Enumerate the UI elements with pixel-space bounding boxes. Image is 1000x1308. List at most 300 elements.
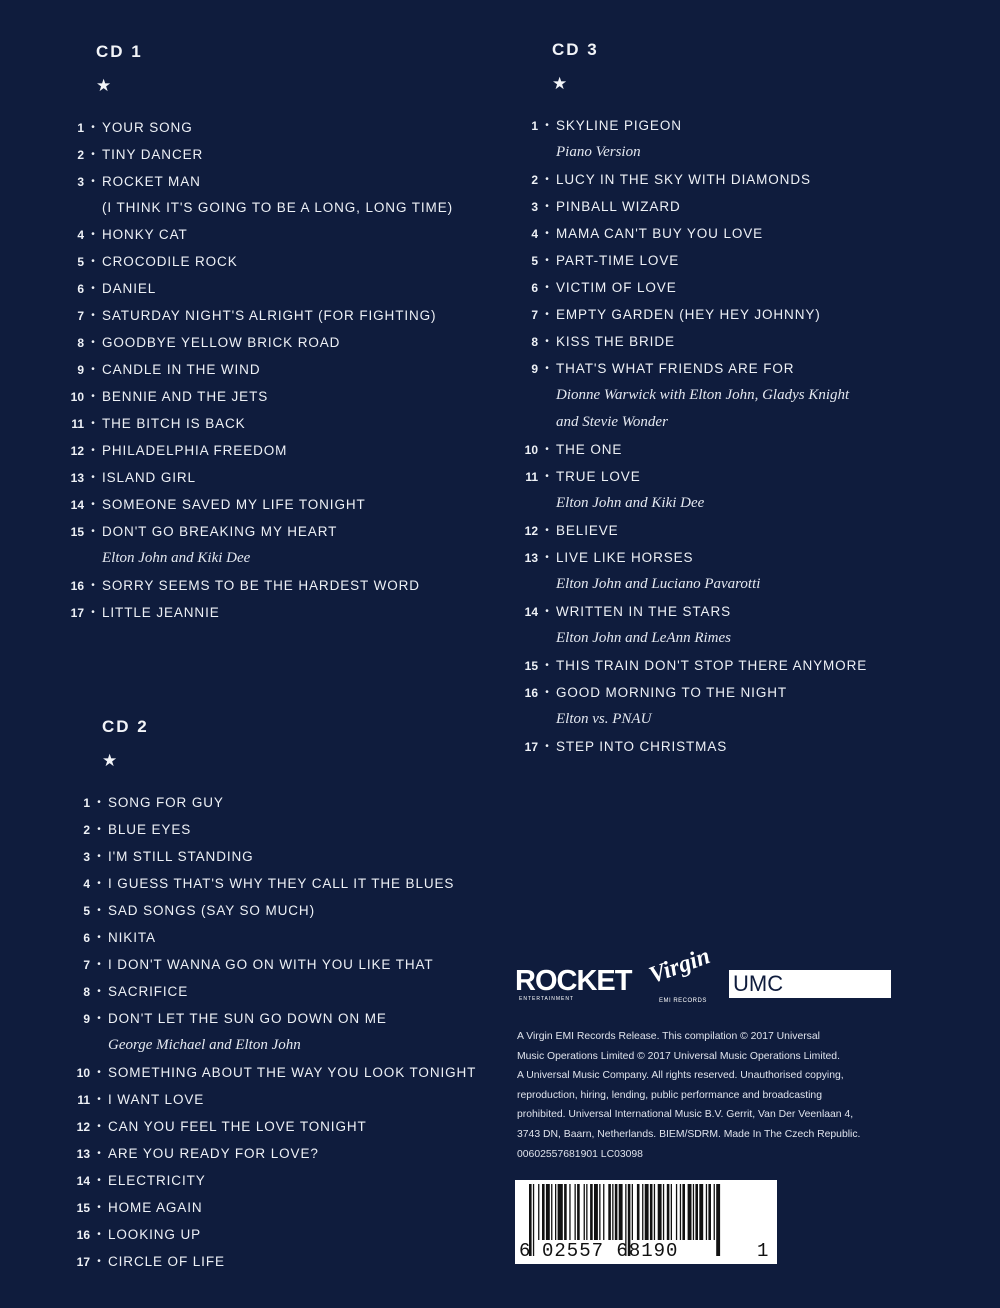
track-row [66, 870, 476, 897]
barcode-bar [682, 1184, 685, 1240]
track-number: 17 [76, 1254, 90, 1269]
bullet-icon: • [545, 174, 549, 185]
track-number: 14 [70, 497, 84, 512]
barcode-bar [584, 1184, 585, 1240]
track-number: 14 [76, 1173, 90, 1188]
bullet-icon: • [91, 229, 95, 240]
track-row [60, 302, 453, 329]
track-credit [556, 139, 867, 166]
track-title: LOOKING UP [108, 1227, 202, 1242]
cd2-tracklist [66, 789, 476, 1275]
track-item [66, 1086, 476, 1113]
track-row [66, 816, 476, 843]
track-number: 8 [77, 335, 84, 350]
barcode-bar [558, 1184, 563, 1240]
track-item [66, 870, 476, 897]
barcode-bar [693, 1184, 694, 1240]
barcode-bar [615, 1184, 618, 1240]
track-title: HOME AGAIN [108, 1200, 203, 1215]
legal-line: A Virgin EMI Records Release. This compilation © 2017 Universal [517, 1031, 820, 1042]
track-row [60, 437, 453, 464]
bullet-icon: • [91, 418, 95, 429]
track-item [60, 141, 453, 168]
barcode-bar [637, 1184, 640, 1240]
track-credit-line: Elton John and LeAnn Rimes [556, 630, 731, 646]
track-number: 5 [77, 254, 84, 269]
barcode-bar [695, 1184, 698, 1240]
track-item [60, 275, 453, 302]
track-credit [556, 382, 867, 436]
track-credit [108, 1032, 476, 1059]
track-row [60, 329, 453, 356]
track-item [514, 679, 867, 733]
track-row [514, 193, 867, 220]
legal-line: 3743 DN, Baarn, Netherlands. BIEM/SDRM. Made In The Czech Republic. [517, 1128, 861, 1140]
cd3-title: CD 3 [552, 40, 599, 59]
barcode-bar [706, 1184, 707, 1240]
track-number: 1 [83, 795, 90, 810]
rocket-logo-text: ROCKET [515, 965, 632, 997]
bullet-icon: • [97, 986, 101, 997]
bullet-icon: • [97, 1256, 101, 1267]
track-number: 11 [525, 469, 538, 484]
track-row [66, 1221, 476, 1248]
track-row [66, 1167, 476, 1194]
track-title: PHILADELPHIA FREEDOM [102, 443, 288, 458]
track-row [66, 1248, 476, 1275]
virgin-logo-subtext: EMI RECORDS [659, 998, 707, 1004]
bullet-icon: • [97, 905, 101, 916]
barcode-bar [642, 1184, 643, 1240]
bullet-icon: • [545, 660, 549, 671]
track-item [60, 599, 453, 626]
track-item [60, 518, 453, 572]
track-title: GOOD MORNING TO THE NIGHT [556, 685, 788, 700]
track-number: 13 [524, 550, 538, 565]
track-item [60, 114, 453, 141]
legal-line: reproduction, hiring, lending, public performance and broadcasting [517, 1089, 822, 1101]
track-title: SONG FOR GUY [108, 795, 224, 810]
track-number: 2 [531, 172, 538, 187]
bullet-icon: • [91, 607, 95, 618]
track-item [514, 733, 867, 760]
track-row [60, 114, 453, 141]
barcode-first-digit: 6 [519, 1240, 531, 1262]
track-number: 16 [70, 578, 84, 593]
track-number: 17 [524, 739, 538, 754]
track-number: 1 [77, 120, 84, 135]
bullet-icon: • [91, 122, 95, 133]
track-item [66, 843, 476, 870]
bullet-icon: • [545, 282, 549, 293]
track-row [514, 733, 867, 760]
barcode [515, 1180, 777, 1264]
track-title: PART-TIME LOVE [556, 253, 680, 268]
track-title: SATURDAY NIGHT'S ALRIGHT (FOR FIGHTING) [102, 308, 437, 323]
track-row [514, 544, 867, 571]
track-item [66, 1140, 476, 1167]
track-title: THE ONE [556, 442, 623, 457]
track-number: 4 [77, 227, 84, 242]
track-row [514, 436, 867, 463]
bullet-icon: • [545, 336, 549, 347]
track-row [60, 141, 453, 168]
bullet-icon: • [91, 445, 95, 456]
track-credit [556, 571, 867, 598]
bullet-icon: • [97, 1148, 101, 1159]
track-title: SACRIFICE [108, 984, 189, 999]
track-number: 6 [83, 930, 90, 945]
track-number: 3 [83, 849, 90, 864]
track-item [514, 220, 867, 247]
track-number: 7 [83, 957, 90, 972]
track-title: I GUESS THAT'S WHY THEY CALL IT THE BLUES [108, 876, 455, 891]
track-title: ROCKET MAN [102, 174, 201, 189]
barcode-bar [551, 1184, 552, 1240]
track-title: YOUR SONG [102, 120, 193, 135]
track-number: 10 [70, 389, 84, 404]
track-number: 3 [77, 174, 84, 189]
bullet-icon: • [545, 687, 549, 698]
track-item [60, 329, 453, 356]
bullet-icon: • [545, 525, 549, 536]
track-title: CANDLE IN THE WIND [102, 362, 261, 377]
track-title: VICTIM OF LOVE [556, 280, 677, 295]
track-row [514, 301, 867, 328]
track-row [66, 951, 476, 978]
track-number: 5 [531, 253, 538, 268]
track-title: BENNIE AND THE JETS [102, 389, 269, 404]
track-number: 7 [531, 307, 538, 322]
track-item [514, 166, 867, 193]
barcode-bar [680, 1184, 681, 1240]
track-title: DON'T GO BREAKING MY HEART [102, 524, 338, 539]
bullet-icon: • [91, 472, 95, 483]
barcode-bar [546, 1184, 550, 1240]
barcode-bar [612, 1184, 613, 1240]
track-row [514, 328, 867, 355]
track-row [66, 789, 476, 816]
barcode-digits [515, 1240, 777, 1262]
track-title: PINBALL WIZARD [556, 199, 681, 214]
track-number: 4 [83, 876, 90, 891]
track-number: 1 [531, 118, 538, 133]
bullet-icon: • [91, 256, 95, 267]
track-item [66, 1059, 476, 1086]
cd3-section [514, 40, 867, 760]
barcode-bar [575, 1184, 576, 1240]
track-item [66, 816, 476, 843]
track-row [514, 679, 867, 706]
track-item [60, 464, 453, 491]
track-row [66, 843, 476, 870]
track-row [60, 168, 453, 195]
bullet-icon: • [97, 1229, 101, 1240]
barcode-bar [632, 1184, 633, 1240]
track-number: 9 [77, 362, 84, 377]
track-row [60, 275, 453, 302]
bullet-icon: • [545, 363, 549, 374]
track-title: GOODBYE YELLOW BRICK ROAD [102, 335, 341, 350]
label-logos [515, 943, 915, 1012]
track-item [66, 1113, 476, 1140]
track-row [60, 383, 453, 410]
track-item [66, 1248, 476, 1275]
legal-line: prohibited. Universal International Music B.V. Gerrit, Van Der Veenlaan 4, [517, 1109, 854, 1121]
barcode-bar [667, 1184, 670, 1240]
track-row [66, 1140, 476, 1167]
track-title: SAD SONGS (SAY SO MUCH) [108, 903, 315, 918]
track-number: 7 [77, 308, 84, 323]
bullet-icon: • [545, 120, 549, 131]
track-title: THE BITCH IS BACK [102, 416, 246, 431]
track-title: BLUE EYES [108, 822, 192, 837]
track-row [66, 1005, 476, 1032]
virgin-logo [645, 943, 718, 1004]
track-number: 11 [71, 416, 84, 431]
track-credit-line: Elton John and Luciano Pavarotti [556, 576, 761, 592]
barcode-bar [569, 1184, 570, 1240]
track-number: 13 [70, 470, 84, 485]
track-credit [556, 706, 867, 733]
bullet-icon: • [91, 364, 95, 375]
track-title: LUCY IN THE SKY WITH DIAMONDS [556, 172, 811, 187]
barcode-bar [594, 1184, 598, 1240]
bullet-icon: • [97, 878, 101, 889]
track-credit-line: Dionne Warwick with Elton John, Gladys Knight [556, 387, 850, 403]
track-item [66, 789, 476, 816]
barcode-bar [671, 1184, 672, 1240]
rocket-logo [515, 966, 631, 1002]
bullet-icon: • [97, 932, 101, 943]
track-row [514, 166, 867, 193]
track-item [66, 978, 476, 1005]
track-title: STEP INTO CHRISTMAS [556, 739, 728, 754]
bullet-icon: • [545, 741, 549, 752]
track-item [60, 437, 453, 464]
barcode-bar [676, 1184, 677, 1240]
track-title: CIRCLE OF LIFE [108, 1254, 225, 1269]
track-number: 10 [524, 442, 538, 457]
track-item [60, 356, 453, 383]
track-item [514, 598, 867, 652]
bullet-icon: • [97, 824, 101, 835]
track-item [60, 248, 453, 275]
track-credit-line: and Stevie Wonder [556, 414, 668, 430]
track-item [66, 897, 476, 924]
track-title: THAT'S WHAT FRIENDS ARE FOR [556, 361, 795, 376]
track-title: LIVE LIKE HORSES [556, 550, 694, 565]
track-number: 10 [76, 1065, 90, 1080]
barcode-bar [688, 1184, 692, 1240]
track-title: HONKY CAT [102, 227, 188, 242]
track-number: 9 [531, 361, 538, 376]
track-title: ELECTRICITY [108, 1173, 206, 1188]
track-item [514, 301, 867, 328]
bullet-icon: • [91, 176, 95, 187]
track-row [60, 356, 453, 383]
track-credit [556, 490, 867, 517]
track-title: CROCODILE ROCK [102, 254, 238, 269]
track-number: 11 [77, 1092, 90, 1107]
track-item [514, 652, 867, 679]
barcode-bar [577, 1184, 580, 1240]
bullet-icon: • [545, 309, 549, 320]
track-title: KISS THE BRIDE [556, 334, 675, 349]
track-item [60, 491, 453, 518]
track-number: 12 [524, 523, 538, 538]
track-number: 15 [76, 1200, 90, 1215]
track-row [514, 355, 867, 382]
track-credit-line: Elton John and Kiki Dee [102, 550, 251, 566]
bullet-icon: • [545, 444, 549, 455]
legal-text [517, 1027, 947, 1164]
track-row [66, 978, 476, 1005]
track-number: 9 [83, 1011, 90, 1026]
track-title: THIS TRAIN DON'T STOP THERE ANYMORE [556, 658, 868, 673]
track-row [66, 1059, 476, 1086]
track-row [514, 247, 867, 274]
bullet-icon: • [97, 797, 101, 808]
track-number: 4 [531, 226, 538, 241]
track-row [66, 1113, 476, 1140]
track-title: MAMA CAN'T BUY YOU LOVE [556, 226, 764, 241]
track-title: TINY DANCER [102, 147, 204, 162]
rocket-logo-subtext: ENTERTAINMENT [519, 996, 575, 1002]
barcode-bar [538, 1184, 539, 1240]
track-item [60, 383, 453, 410]
track-number: 8 [531, 334, 538, 349]
barcode-middle-digits: 02557 68190 [542, 1240, 679, 1262]
barcode-bar [663, 1184, 664, 1240]
track-number: 3 [531, 199, 538, 214]
track-title: ARE YOU READY FOR LOVE? [108, 1146, 319, 1161]
track-item [514, 274, 867, 301]
barcode-bar [586, 1184, 587, 1240]
track-row [514, 112, 867, 139]
track-item [60, 572, 453, 599]
track-title: SOMEONE SAVED MY LIFE TONIGHT [102, 497, 366, 512]
barcode-bar [603, 1184, 604, 1240]
track-subtitle: (I THINK IT'S GOING TO BE A LONG, LONG TIME) [102, 200, 453, 215]
track-item [514, 193, 867, 220]
bullet-icon: • [97, 1094, 101, 1105]
track-row [66, 897, 476, 924]
track-title: WRITTEN IN THE STARS [556, 604, 732, 619]
track-credit-line: Elton vs. PNAU [556, 711, 652, 727]
cd2-star-icon: ★ [102, 751, 118, 770]
track-credit-line: George Michael and Elton John [108, 1037, 301, 1053]
track-number: 2 [77, 147, 84, 162]
track-number: 16 [76, 1227, 90, 1242]
cd2-section [66, 717, 476, 1275]
bullet-icon: • [91, 391, 95, 402]
barcode-bar [645, 1184, 649, 1240]
track-item [66, 1005, 476, 1059]
bullet-icon: • [91, 580, 95, 591]
barcode-bar [654, 1184, 655, 1240]
track-number: 14 [524, 604, 538, 619]
track-item [66, 1167, 476, 1194]
bullet-icon: • [545, 201, 549, 212]
track-credit [556, 625, 867, 652]
bullet-icon: • [97, 1121, 101, 1132]
track-item [60, 168, 453, 221]
track-number: 12 [76, 1119, 90, 1134]
track-title: DON'T LET THE SUN GO DOWN ON ME [108, 1011, 387, 1026]
track-credit-line: Piano Version [556, 144, 641, 160]
track-row [514, 274, 867, 301]
track-item [514, 544, 867, 598]
barcode-bar [542, 1184, 545, 1240]
track-number: 15 [70, 524, 84, 539]
track-item [66, 924, 476, 951]
bullet-icon: • [545, 606, 549, 617]
track-item [514, 436, 867, 463]
track-item [514, 463, 867, 517]
bullet-icon: • [91, 310, 95, 321]
track-item [60, 410, 453, 437]
cd1-star-icon: ★ [96, 76, 112, 95]
barcode-bar [619, 1184, 623, 1240]
bullet-icon: • [91, 283, 95, 294]
track-title: I'M STILL STANDING [108, 849, 254, 864]
bullet-icon: • [545, 255, 549, 266]
cd2-title: CD 2 [102, 717, 149, 736]
track-row [66, 1194, 476, 1221]
track-item [60, 221, 453, 248]
track-row [60, 572, 453, 599]
cd3-tracklist [514, 112, 867, 760]
track-item [514, 355, 867, 436]
track-number: 5 [83, 903, 90, 918]
track-title: EMPTY GARDEN (HEY HEY JOHNNY) [556, 307, 821, 322]
track-row [514, 463, 867, 490]
track-number: 13 [76, 1146, 90, 1161]
bullet-icon: • [545, 228, 549, 239]
track-item [514, 517, 867, 544]
cd3-star-icon: ★ [552, 74, 568, 93]
catalogue-number: 00602557681901 LC03098 [517, 1148, 643, 1160]
bullet-icon: • [545, 471, 549, 482]
virgin-logo-text: Virgin [645, 943, 714, 990]
bullet-icon: • [545, 552, 549, 563]
cd1-title: CD 1 [96, 42, 143, 61]
track-title: DANIEL [102, 281, 157, 296]
track-title: BELIEVE [556, 523, 619, 538]
bullet-icon: • [97, 1013, 101, 1024]
barcode-bar [590, 1184, 593, 1240]
cd1-tracklist [60, 114, 453, 626]
bullet-icon: • [97, 1202, 101, 1213]
track-item [66, 951, 476, 978]
track-row [60, 464, 453, 491]
track-item [514, 328, 867, 355]
track-title: CAN YOU FEEL THE LOVE TONIGHT [108, 1119, 367, 1134]
track-credit [102, 545, 453, 572]
track-row [514, 652, 867, 679]
track-number: 12 [70, 443, 84, 458]
track-number: 8 [83, 984, 90, 999]
track-item [60, 302, 453, 329]
cd1-section [60, 42, 453, 626]
track-row [60, 491, 453, 518]
bullet-icon: • [91, 337, 95, 348]
barcode-bar [699, 1184, 703, 1240]
barcode-bar [599, 1184, 600, 1240]
track-title: TRUE LOVE [556, 469, 641, 484]
track-title: SORRY SEEMS TO BE THE HARDEST WORD [102, 578, 420, 593]
